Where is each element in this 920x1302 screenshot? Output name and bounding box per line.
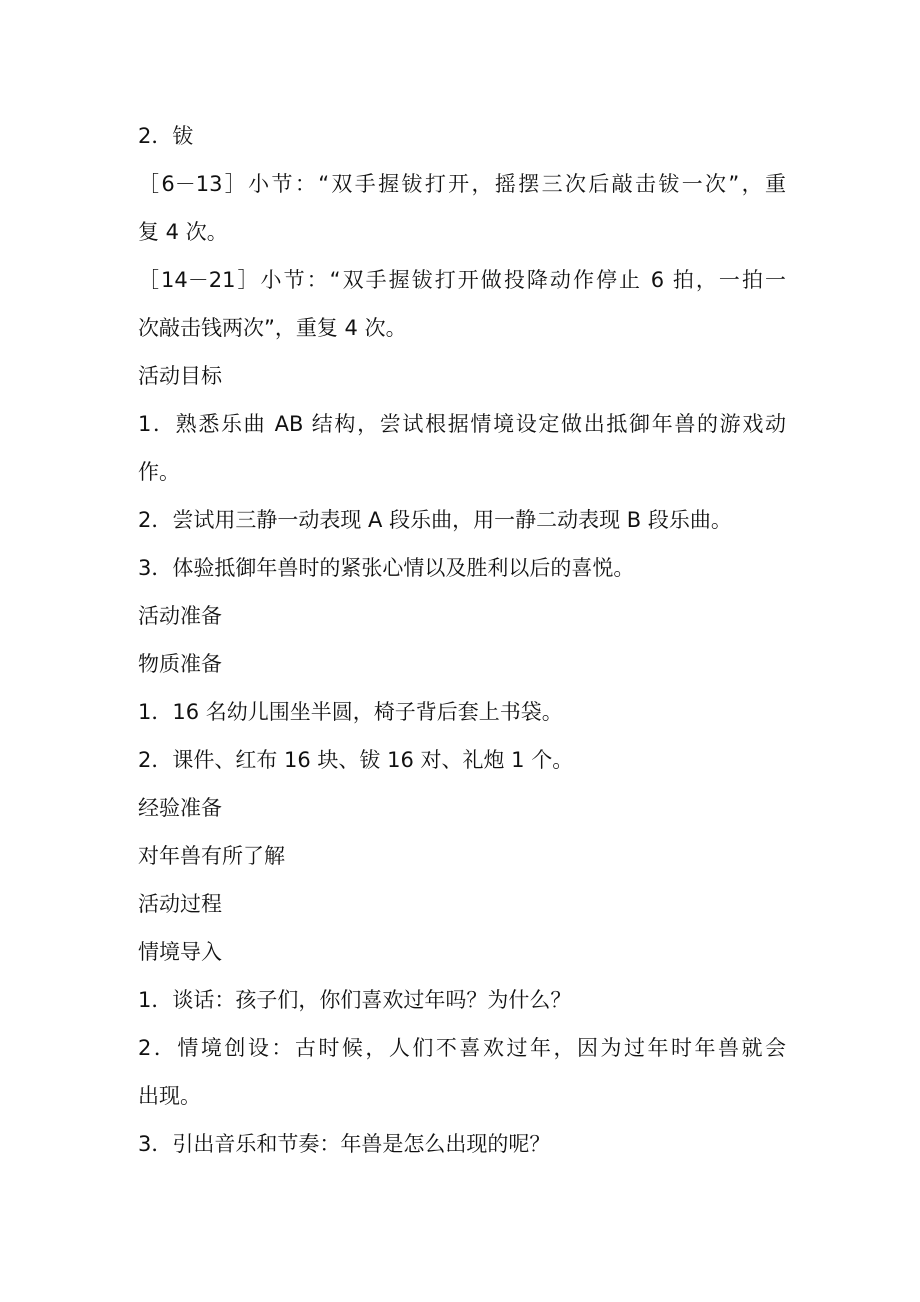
paragraph-line: 次敲击钱两次”，重复 4 次。 xyxy=(138,316,407,340)
subheading-material-preparation: 物质准备 xyxy=(138,652,222,676)
section-heading-activity-goals: 活动目标 xyxy=(138,364,222,388)
paragraph-line: 对年兽有所了解 xyxy=(138,844,285,868)
paragraph-line: ［6－13］小节：“双手握钹打开，摇摆三次后敲击钹一次”，重 xyxy=(138,172,786,196)
list-item-continuation: 出现。 xyxy=(138,1084,201,1108)
list-item-cymbal: 2．钹 xyxy=(138,124,194,148)
paragraph-line: 复 4 次。 xyxy=(138,220,228,244)
list-item: 1．谈话：孩子们，你们喜欢过年吗？为什么？ xyxy=(138,988,572,1012)
subheading-scenario-intro: 情境导入 xyxy=(138,940,222,964)
list-item: 2．课件、红布 16 块、钹 16 对、礼炮 1 个。 xyxy=(138,748,574,772)
list-item-continuation: 作。 xyxy=(138,460,180,484)
list-item: 3．体验抵御年兽时的紧张心情以及胜利以后的喜悦。 xyxy=(138,556,635,580)
list-item: 2．情境创设：古时候，人们不喜欢过年，因为过年时年兽就会 xyxy=(138,1036,786,1060)
list-item: 2．尝试用三静一动表现 A 段乐曲，用一静二动表现 B 段乐曲。 xyxy=(138,508,732,532)
list-item: 3．引出音乐和节奏：年兽是怎么出现的呢？ xyxy=(138,1132,551,1156)
section-heading-activity-process: 活动过程 xyxy=(138,892,222,916)
paragraph-line: ［14－21］小节：“双手握钹打开做投降动作停止 6 拍，一拍一 xyxy=(138,268,786,292)
subheading-experience-preparation: 经验准备 xyxy=(138,796,222,820)
list-item: 1．16 名幼儿围坐半圆，椅子背后套上书袋。 xyxy=(138,700,563,724)
document-body xyxy=(138,112,786,1168)
list-item: 1．熟悉乐曲 AB 结构，尝试根据情境设定做出抵御年兽的游戏动 xyxy=(138,412,786,436)
section-heading-activity-preparation: 活动准备 xyxy=(138,604,222,628)
